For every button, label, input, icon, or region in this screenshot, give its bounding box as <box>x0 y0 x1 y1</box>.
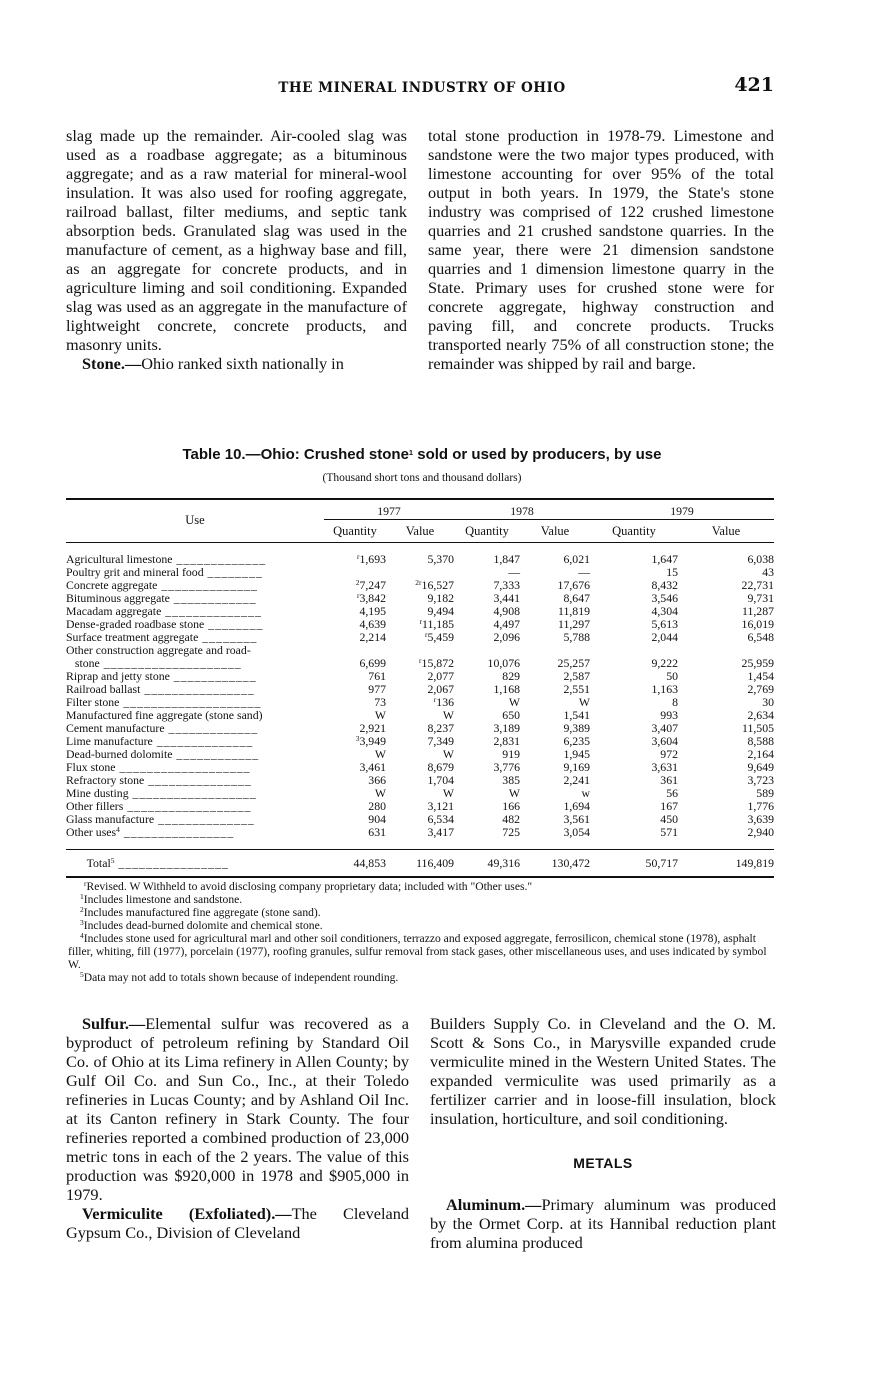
stone-run-in-head: Stone.— <box>82 354 142 373</box>
quantity-header: Quantity <box>590 520 678 543</box>
stone-production-paragraph: total stone production in 1978-79. Limestone and sandstone were the two major types produced, with limestone accounting for over 95% of the total output in both years. In 1979, the State's stone industry was comprised of 122 crushed limestone quarries and 21 crushed sandstone quarries. In the same year, there were 21 dimension sandstone quarries and 1 dimension limestone quarry in the State. Primary uses for crushed stone were for concrete aggregate, highway construction and paving fill, and concrete products. Trucks transported nearly 75% of all construction stone; the remainder was shipped by rail and barge. <box>428 126 774 373</box>
slag-paragraph: slag made up the remainder. Air-cooled slag was used as a roadbase aggregate; as a bituminous aggregate; and as a raw material for mineral-wool insulation. It was also used for roofing aggregate, railroad ballast, filter mediums, and septic tank absorption beds. Granulated slag was used in the manufacture of cement, as a highway base and fill, as an aggregate for concrete products, and in agriculture liming and soil conditioning. Expanded slag was used as an aggregate in the manufacture of lightweight concrete, concrete products, and masonry units. <box>66 126 407 354</box>
table-cell: 1,704 <box>427 773 454 787</box>
value-header: Value <box>678 520 774 543</box>
table-cell: 993 <box>660 708 678 722</box>
table-cell: $^{2r}$16,527 <box>415 578 454 592</box>
top-left-column <box>66 126 407 373</box>
table-cell: w <box>581 786 590 800</box>
table-cell: 2,077 <box>427 669 454 683</box>
table-cell: 7,349 <box>427 734 454 748</box>
table-cell: W <box>508 695 520 709</box>
quantity-header: Quantity <box>454 520 520 543</box>
row-label: Agricultural limestone _____________ <box>66 553 267 566</box>
table-cell: 3,417 <box>427 825 454 839</box>
table-cell: 2,551 <box>563 682 590 696</box>
table-cell: 8,432 <box>651 578 678 592</box>
table-cell: 6,021 <box>563 552 590 566</box>
aluminum-run-in-head: Aluminum.— <box>446 1195 542 1214</box>
table-footnotes <box>68 880 778 984</box>
table-cell: 6,038 <box>747 552 774 566</box>
year-header-1979: 1979 <box>590 499 774 520</box>
sulfur-paragraph: Sulfur.—Elemental sulfur was recovered as a byproduct of petroleum refining by Standard Oil Co. of Ohio at its Lima refinery in Allen County; by Gulf Oil Co. and Sun Co., Inc., at their Toledo refineries in Lucas County; and by Ashland Oil Inc. at its Canton refinery in Stark County. The four refineries reported a combined production of 23,000 metric tons in each of the 2 years. The value of this production was $920,000 in 1978 and $905,000 in 1979. <box>66 1014 409 1204</box>
row-label: Poultry grit and mineral food ________ <box>66 566 263 579</box>
year-header-1978: 1978 <box>454 499 590 520</box>
table-cell: 1,694 <box>563 799 590 813</box>
row-label: Cement manufacture _____________ <box>66 722 259 735</box>
total-cell: 50,717 <box>590 850 678 878</box>
table-cell: 2,634 <box>747 708 774 722</box>
table-cell: 385 <box>502 773 520 787</box>
table-cell: 280 <box>368 799 386 813</box>
running-title: THE MINERAL INDUSTRY OF OHIO <box>278 80 566 96</box>
table-cell: 1,168 <box>493 682 520 696</box>
table-cell: 9,649 <box>747 760 774 774</box>
table-row <box>66 631 774 644</box>
row-label: Macadam aggregate ______________ <box>66 605 262 618</box>
table-cell: $^3$3,949 <box>355 734 386 748</box>
table-cell: 1,454 <box>747 669 774 683</box>
stone-paragraph-text: Ohio ranked sixth nationally in <box>141 354 344 373</box>
table-title: Table 10.—Ohio: Crushed stone$^1$ sold or used by producers, by use <box>182 446 662 463</box>
table-cell: W <box>374 708 386 722</box>
footnote: $^5$Data may not add to totals shown because of independent rounding. <box>80 970 399 984</box>
table-cell: 3,604 <box>651 734 678 748</box>
use-column-header: Use <box>66 499 324 543</box>
footnote: $^4$Includes stone used for agricultural marl and other soil conditioners, terrazzo and exposed aggregate, ferrosilicon, chemical stone (1978), asphalt filler, whiting, fill (1977), porcelain (1977), roofing granules, sulfur removal from stack gases, other miscellaneous uses, and uses indicated by symbol W. <box>68 931 767 971</box>
table-cell: 10,076 <box>487 656 520 670</box>
table-cell: 2,241 <box>563 773 590 787</box>
spacer-row <box>66 839 774 850</box>
table-cell: 9,389 <box>563 721 590 735</box>
quantity-header: Quantity <box>324 520 386 543</box>
table-cell: 11,287 <box>741 604 774 618</box>
table-cell: 11,297 <box>557 617 590 631</box>
row-label: Refractory stone _______________ <box>66 774 252 787</box>
table-cell: 166 <box>502 799 520 813</box>
table-cell: 972 <box>660 747 678 761</box>
value-header: Value <box>386 520 454 543</box>
table-cell: 3,631 <box>651 760 678 774</box>
table-cell: 650 <box>502 708 520 722</box>
table-cell: 6,534 <box>427 812 454 826</box>
row-label: Riprap and jetty stone ____________ <box>66 670 257 683</box>
table-cell: 829 <box>502 669 520 683</box>
revised-note: $^r$Revised. W Withheld to avoid disclosing company proprietary data; included with "Other uses." <box>84 879 533 893</box>
table-cell: 6,699 <box>359 656 386 670</box>
table-cell: $^r$1,693 <box>356 552 386 566</box>
sulfur-run-in-head: Sulfur.— <box>82 1014 146 1033</box>
table-cell: $^2$7,247 <box>355 578 386 592</box>
row-label: Other uses$^4$ ________________ <box>66 826 235 839</box>
table-cell: 2,044 <box>651 630 678 644</box>
table-cell: 1,163 <box>651 682 678 696</box>
row-label: Concrete aggregate ______________ <box>66 579 258 592</box>
aluminum-paragraph: Aluminum.—Primary aluminum was produced by the Ormet Corp. at its Hannibal reduction plant from alumina produced <box>430 1195 776 1252</box>
table-cell: 450 <box>660 812 678 826</box>
value-header: Value <box>520 520 590 543</box>
table-cell: 3,561 <box>563 812 590 826</box>
table-cell: 2,769 <box>747 682 774 696</box>
table-cell: 9,222 <box>651 656 678 670</box>
table-cell: 904 <box>368 812 386 826</box>
table-cell: 15 <box>666 565 678 579</box>
table-cell: — <box>578 565 590 579</box>
table-cell: 167 <box>660 799 678 813</box>
total-cell: 116,409 <box>386 850 454 878</box>
table-cell: 16,019 <box>741 617 774 631</box>
table-cell: 11,819 <box>557 604 590 618</box>
table-cell: 3,054 <box>563 825 590 839</box>
table-cell: 25,257 <box>557 656 590 670</box>
page-number: 421 <box>734 74 774 96</box>
table-cell: 2,214 <box>359 630 386 644</box>
table-body <box>66 543 774 878</box>
table-cell: 366 <box>368 773 386 787</box>
crushed-stone-table <box>66 498 774 878</box>
row-label: Dense-graded roadbase stone ________ <box>66 618 264 631</box>
table-cell: 3,546 <box>651 591 678 605</box>
table-cell: 17,676 <box>557 578 590 592</box>
row-label: Other construction aggregate and road- <box>66 644 251 657</box>
row-label: Lime manufacture ______________ <box>66 735 254 748</box>
total-row <box>66 850 774 878</box>
table-cell: 3,441 <box>493 591 520 605</box>
table-cell: $^r$5,459 <box>424 630 454 644</box>
total-label: Total$^5$ ________________ <box>66 850 324 878</box>
table-cell: 2,921 <box>359 721 386 735</box>
table-cell: 9,494 <box>427 604 454 618</box>
table-cell: 3,723 <box>747 773 774 787</box>
metals-section-heading: METALS <box>573 1155 633 1171</box>
table-cell: $^r$3,842 <box>356 591 386 605</box>
table-cell: $^r$15,872 <box>419 656 454 670</box>
table-cell: 361 <box>660 773 678 787</box>
vermiculite-continued-paragraph: Builders Supply Co. in Cleveland and the O. M. Scott & Sons Co., in Marysville expanded crude vermiculite mined in the Western United States. The expanded vermiculite was used primarily as a fertilizer carrier and in loose-fill insulation, block insulation, horticulture, and soil conditioning. <box>430 1014 776 1128</box>
table-cell: W <box>578 695 590 709</box>
stone-paragraph <box>66 354 407 373</box>
row-label: Flux stone ___________________ <box>66 761 251 774</box>
table-cell: 3,189 <box>493 721 520 735</box>
total-cell: 149,819 <box>678 850 774 878</box>
table-cell: 30 <box>762 695 774 709</box>
table-cell: W <box>442 747 454 761</box>
table-cell: 2,096 <box>493 630 520 644</box>
table-cell: 725 <box>502 825 520 839</box>
vermiculite-run-in-head: Vermiculite (Exfoliated).— <box>82 1204 292 1223</box>
footnote: $^2$Includes manufactured fine aggregate (stone sand). <box>80 905 321 919</box>
table-cell: — <box>508 565 520 579</box>
table-cell: 1,847 <box>493 552 520 566</box>
table-cell: 8,588 <box>747 734 774 748</box>
row-label: Other fillers __________________ <box>66 800 252 813</box>
table-cell: 919 <box>502 747 520 761</box>
footnote: $^3$Includes dead-burned dolomite and chemical stone. <box>80 918 323 932</box>
vermiculite-paragraph: Vermiculite (Exfoliated).—The Cleveland Gypsum Co., Division of Cleveland <box>66 1204 410 1242</box>
table-cell: 4,639 <box>359 617 386 631</box>
table-cell: 6,235 <box>563 734 590 748</box>
table-cell: 631 <box>368 825 386 839</box>
table-cell: 9,169 <box>563 760 590 774</box>
table-row <box>66 826 774 839</box>
table-cell: 2,587 <box>563 669 590 683</box>
table-cell: $^r$136 <box>433 695 454 709</box>
row-label: stone ____________________ <box>66 657 242 670</box>
bottom-right-column <box>430 1014 776 1252</box>
table-row <box>66 683 774 696</box>
total-cell: 130,472 <box>520 850 590 878</box>
year-header-1977: 1977 <box>324 499 454 520</box>
table-cell: 1,945 <box>563 747 590 761</box>
row-label: Bituminous aggregate ____________ <box>66 592 257 605</box>
total-cell: 44,853 <box>324 850 386 878</box>
table-cell: 5,613 <box>651 617 678 631</box>
footnote-list <box>68 893 778 984</box>
table-cell: 4,304 <box>651 604 678 618</box>
table-cell: W <box>442 786 454 800</box>
row-label: Manufactured fine aggregate (stone sand) <box>66 709 263 722</box>
table-cell: 589 <box>756 786 774 800</box>
table-cell: 11,505 <box>741 721 774 735</box>
table-cell: 1,776 <box>747 799 774 813</box>
table-cell: 4,195 <box>359 604 386 618</box>
table-cell: 8,237 <box>427 721 454 735</box>
table-cell: 1,647 <box>651 552 678 566</box>
table-cell: 5,370 <box>427 552 454 566</box>
table-cell: 73 <box>374 695 386 709</box>
table-cell: 25,959 <box>741 656 774 670</box>
table-cell: 2,940 <box>747 825 774 839</box>
table-cell: 571 <box>660 825 678 839</box>
bottom-left-column <box>66 1014 409 1242</box>
table-cell: 7,333 <box>493 578 520 592</box>
table-cell: $^r$11,185 <box>419 617 454 631</box>
table-cell: 3,639 <box>747 812 774 826</box>
table-cell: 3,776 <box>493 760 520 774</box>
table-cell: 8,679 <box>427 760 454 774</box>
table-cell: 3,407 <box>651 721 678 735</box>
table-cell: 56 <box>666 786 678 800</box>
table-cell: 482 <box>502 812 520 826</box>
table-cell: 3,121 <box>427 799 454 813</box>
table-cell: 761 <box>368 669 386 683</box>
row-label: Dead-burned dolomite ____________ <box>66 748 260 761</box>
row-label: Mine dusting __________________ <box>66 787 257 800</box>
row-label: Filter stone ____________________ <box>66 696 262 709</box>
table-cell: 8 <box>672 695 678 709</box>
table-cell: 2,067 <box>427 682 454 696</box>
table-cell: 50 <box>666 669 678 683</box>
table-cell: 2,831 <box>493 734 520 748</box>
row-label: Railroad ballast ________________ <box>66 683 255 696</box>
footnote: $^1$Includes limestone and sandstone. <box>80 892 243 906</box>
table-cell: 9,182 <box>427 591 454 605</box>
table-cell: 5,788 <box>563 630 590 644</box>
table-cell: 3,461 <box>359 760 386 774</box>
row-label: Glass manufacture ______________ <box>66 813 255 826</box>
table-cell: 1,541 <box>563 708 590 722</box>
table-cell: 977 <box>368 682 386 696</box>
row-label: Surface treatment aggregate ________ <box>66 631 258 644</box>
page-header <box>66 74 778 104</box>
table-cell: W <box>442 708 454 722</box>
table-cell: 22,731 <box>741 578 774 592</box>
table-cell: 4,908 <box>493 604 520 618</box>
table-cell: 2,164 <box>747 747 774 761</box>
total-cell: 49,316 <box>454 850 520 878</box>
table-cell: 4,497 <box>493 617 520 631</box>
table-subtitle: (Thousand short tons and thousand dollars) <box>322 472 522 484</box>
table-cell: W <box>374 747 386 761</box>
table-cell: W <box>508 786 520 800</box>
table-cell: W <box>374 786 386 800</box>
table-cell: 43 <box>762 565 774 579</box>
table-cell: 8,647 <box>563 591 590 605</box>
table-cell: 9,731 <box>747 591 774 605</box>
table-cell: 6,548 <box>747 630 774 644</box>
top-right-column <box>428 126 774 373</box>
